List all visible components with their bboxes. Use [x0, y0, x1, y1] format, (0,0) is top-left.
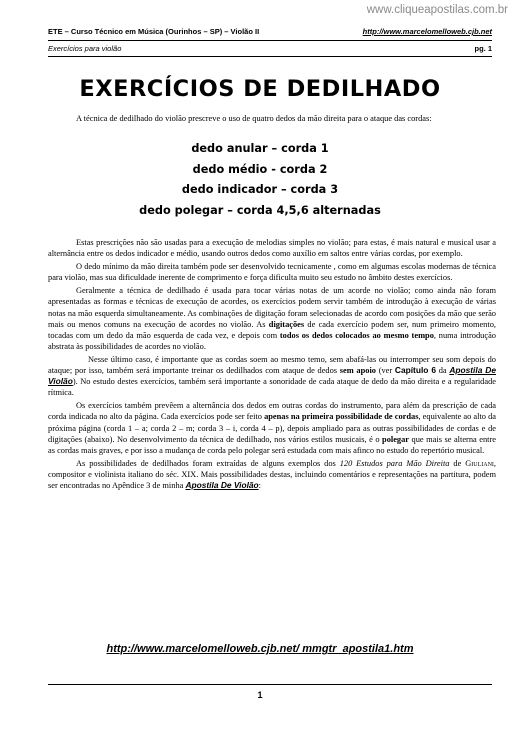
page-title: EXERCÍCIOS DE DEDILHADO — [79, 76, 441, 102]
intro-paragraph: A técnica de dedilhado do violão prescreve o uso de quatro dedos da mão direita para o ataque das cordas: — [76, 114, 432, 123]
apostila-url-link[interactable]: http://www.marcelomelloweb.cjb.net/ mmgtr_apostila1.htm — [106, 643, 414, 655]
paragraph-dedo-minimo: O dedo mínimo da mão direita também pode ser desenvolvido tecnicamente , como em algumas escolas modernas de técnica para violão, mas sua dificuldade inerente de comprimento e força dificulta muito seu estudo no âmbito destes exercícios. — [48, 262, 496, 283]
emphasis-digitacoes: digitações — [268, 319, 305, 329]
header-page-label: pg. 1 — [474, 44, 492, 53]
composer-name: Giuliani — [465, 458, 494, 468]
paragraph-alternancia: Os exercícios também prevêem a alternância dos dedos em outras cordas do instrumento, para além da prescrição de cada corda indicada no alto da página. Cada exercícios pode ser feito apenas na primeira possibilidade de cordas, equivalente ao alto da próxima página (corda 1 – a; corda 2 – m; corda 3 – i, corda 4 – p), depois ampliado para as outras possibilidades de cordas e de digitações (abaixo). No desenvolvimento da técnica de dedilhado, nos vários estilos musicais, é o polegar que mais se alterna entre as cordas mais graves, e por isso a mudança de corda pelo polegar será estudada com mais afinco no estudo do repertório musical. — [48, 401, 497, 455]
emphasis-120-estudos: 120 Estudos para Mão Direita — [339, 458, 450, 468]
emphasis-primeira-possibilidade: apenas na primeira possibilidade de cordas — [264, 412, 419, 422]
footer-divider — [48, 684, 492, 685]
body-text — [48, 237, 496, 493]
emphasis-sem-apoio: sem apoio — [339, 366, 376, 376]
header-divider — [48, 40, 492, 41]
finger-assignment-list — [0, 139, 520, 221]
finger-item-anular: dedo anular – corda 1 — [191, 142, 329, 155]
watermark-text: www.cliqueapostilas.com.br — [366, 4, 508, 16]
emphasis-todos-dedos: todos os dedos colocados ao mesmo tempo — [279, 330, 434, 340]
emphasis-polegar: polegar — [382, 434, 410, 444]
paragraph-acordes: Geralmente a técnica de dedilhado é usada para tocar várias notas de um acorde no violão; como ainda não foram apresentadas as formas e técnicas de execução de acordes, os exercícios podem servir também de introdução à execução de várias notas na mão esquerda simultaneamente. As combinações de digitação foram selecionadas de acordo com posições da mão que serão mais ou menos comuns na execução de acordes no violão. As digitações de cada exercício podem ser, num primeiro momento, tocadas com um dedo da mão esquerda de cada vez, e depois com todos os dedos colocados ao mesmo tempo, numa introdução abstrata às possibilidades de acordes no violão. — [48, 286, 496, 351]
running-subheader — [48, 44, 492, 53]
paragraph-melodias: Estas prescrições não são usadas para a execução de melodias simples no violão; para estas, é mais natural e musical usar a alternância entre os dedos indicador e médio, usando outros dedos como auxílio em saltos entre várias cordas, por exemplo. — [48, 238, 496, 259]
paragraph-possibilidades: As possibilidades de dedilhados foram extraídas de alguns exemplos dos 120 Estudos para Mão Direita de Giuliani, compositor e violinista italiano do séc. XIX. Mais possibilidades destas, incluindo comentários e representações na partitura, podem ser encontradas no Apêndice 3 de minha Apostila De Violão: — [48, 458, 497, 490]
subheader-divider — [48, 56, 492, 57]
emphasis-capitulo-6: Capítulo 6 — [394, 365, 436, 376]
apostila-link-2[interactable]: Apostila De Violão — [185, 479, 259, 490]
running-header — [48, 27, 492, 36]
course-title: ETE – Curso Técnico em Música (Ourinhos – SP) – Violão II — [48, 27, 260, 36]
finger-item-polegar: dedo polegar – corda 4,5,6 alternadas — [139, 203, 381, 217]
page-number: 1 — [257, 690, 263, 700]
header-url-link[interactable]: http://www.marcelomelloweb.cjb.net — [362, 27, 492, 36]
paragraph-sonoridade: Nesse último caso, é importante que as cordas soem ao mesmo temo, sem abafá-las ou interromper seu som depois do ataque; por isso, também será importante treinar os dedilhados com ataque de dedos sem apoio (ver Capítulo 6 da Apostila De Violão). No estudo destes exercícios, também será importante a sonoridade de cada ataque de dedo da mão direita e a regularidade rítmica. — [48, 354, 497, 398]
document-subtitle: Exercícios para violão — [48, 44, 122, 53]
finger-item-medio: dedo médio - corda 2 — [192, 162, 328, 176]
finger-item-indicador: dedo indicador – corda 3 — [181, 183, 339, 196]
apostila-link-1[interactable]: Apostila De Violão — [48, 365, 497, 387]
